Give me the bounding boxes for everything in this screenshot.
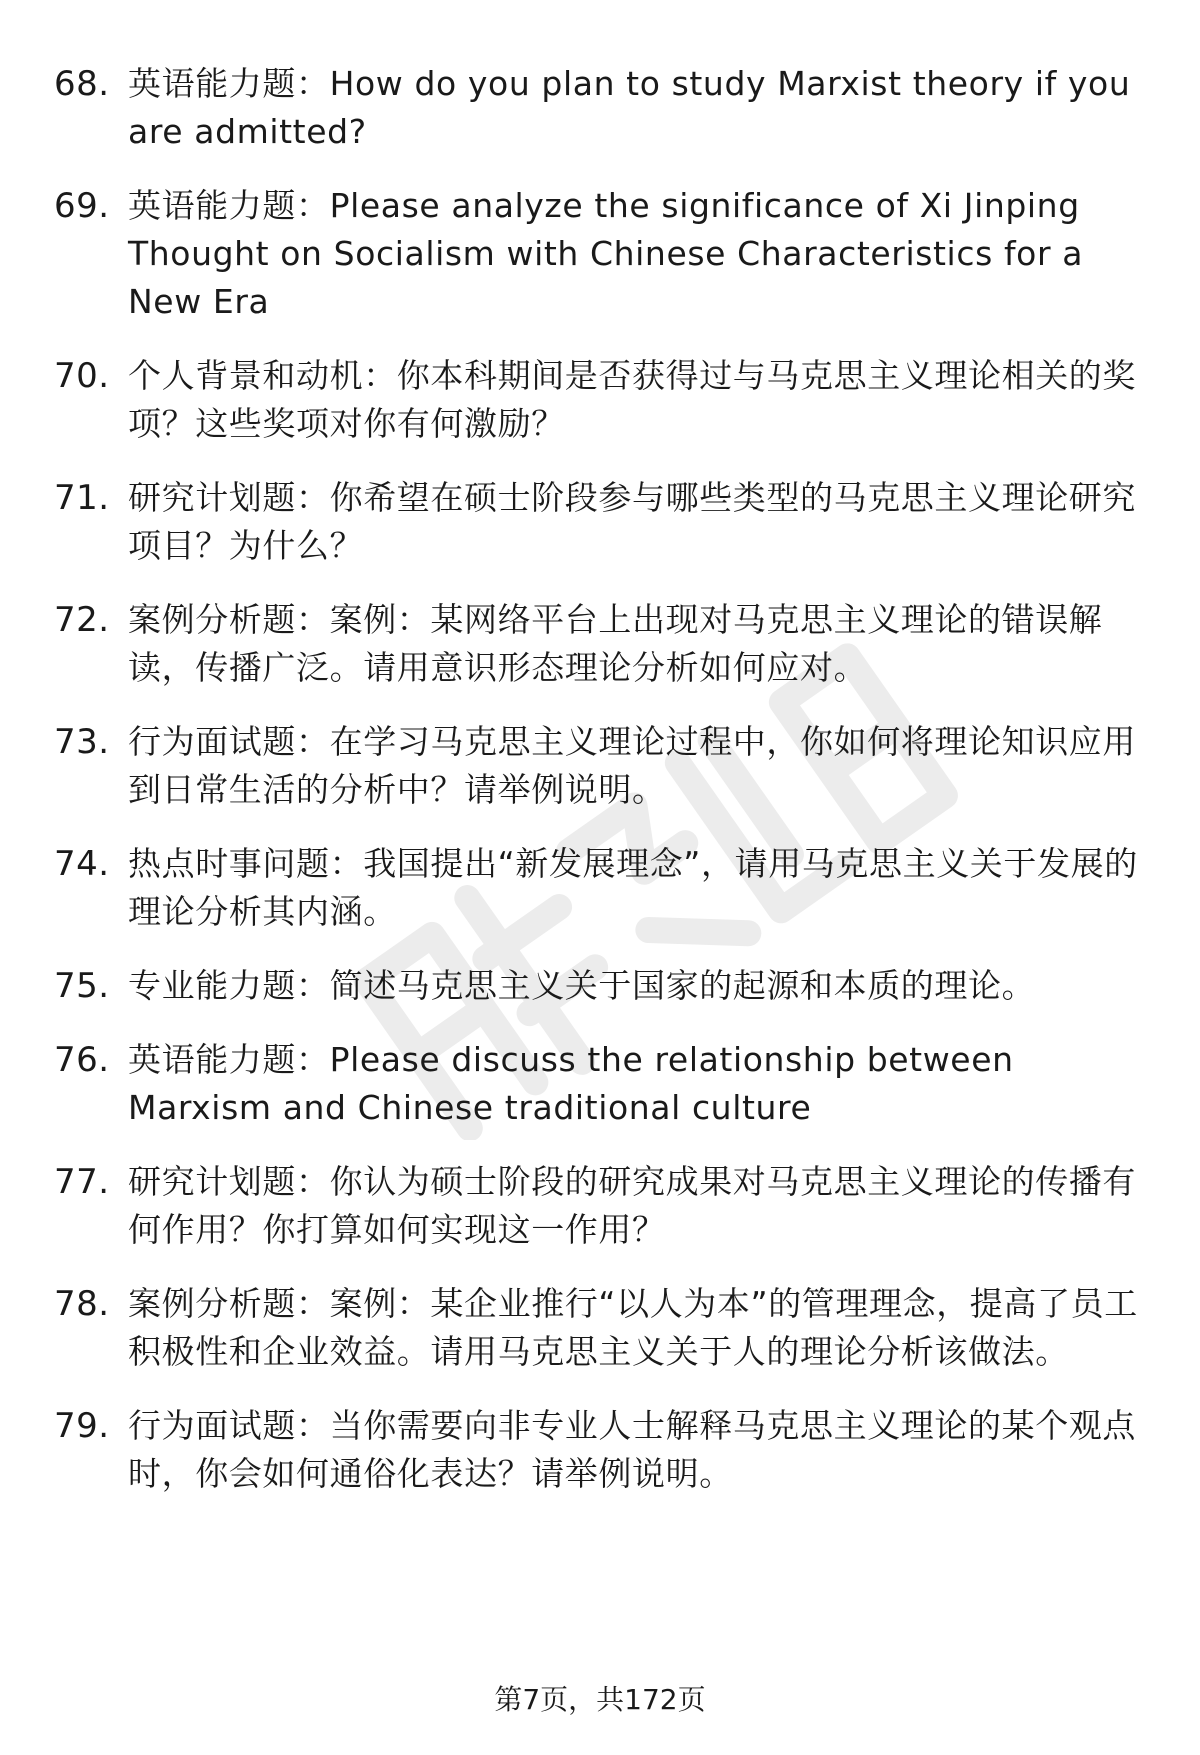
question-text: 研究计划题：你希望在硕士阶段参与哪些类型的马克思主义理论研究项目？为什么？ — [128, 478, 1136, 565]
question-number: 71. — [54, 478, 110, 518]
list-item — [54, 1280, 1154, 1376]
question-number: 74. — [54, 844, 110, 884]
question-text: 案例分析题：案例：某企业推行“以人为本”的管理理念，提高了员工积极性和企业效益。请用马克思主义关于人的理论分析该做法。 — [128, 1284, 1138, 1371]
list-item — [54, 1158, 1154, 1254]
question-number: 72. — [54, 600, 110, 640]
list-item — [54, 474, 1154, 570]
question-text: 研究计划题：你认为硕士阶段的研究成果对马克思主义理论的传播有何作用？你打算如何实现这一作用？ — [128, 1162, 1136, 1249]
question-number: 68. — [54, 64, 110, 104]
list-item — [54, 182, 1154, 326]
list-item — [54, 962, 1154, 1010]
list-item — [54, 60, 1154, 156]
question-text: 英语能力题：Please analyze the significance of Xi Jinping Thought on Socialism with Chinese Characteristics for a New Era — [128, 186, 1084, 321]
question-number: 79. — [54, 1406, 110, 1446]
question-number: 70. — [54, 356, 110, 396]
list-item — [54, 1036, 1154, 1132]
question-text: 行为面试题：当你需要向非专业人士解释马克思主义理论的某个观点时，你会如何通俗化表达？请举例说明。 — [128, 1406, 1136, 1493]
list-item — [54, 596, 1154, 692]
question-text: 英语能力题：How do you plan to study Marxist theory if you are admitted? — [128, 64, 1131, 151]
question-text: 个人背景和动机：你本科期间是否获得过与马克思主义理论相关的奖项？这些奖项对你有何激励？ — [128, 356, 1136, 443]
question-text: 行为面试题：在学习马克思主义理论过程中，你如何将理论知识应用到日常生活的分析中？请举例说明。 — [128, 722, 1136, 809]
list-item — [54, 840, 1154, 936]
question-list — [54, 60, 1154, 1524]
question-number: 77. — [54, 1162, 110, 1202]
question-text: 案例分析题：案例：某网络平台上出现对马克思主义理论的错误解读，传播广泛。请用意识形态理论分析如何应对。 — [128, 600, 1103, 687]
question-number: 78. — [54, 1284, 110, 1324]
question-text: 专业能力题：简述马克思主义关于国家的起源和本质的理论。 — [128, 966, 1036, 1005]
page-footer: 第7页，共172页 — [494, 1683, 706, 1716]
list-item — [54, 718, 1154, 814]
list-item — [54, 1402, 1154, 1498]
question-number: 73. — [54, 722, 110, 762]
question-number: 69. — [54, 186, 110, 226]
question-number: 75. — [54, 966, 110, 1006]
question-number: 76. — [54, 1040, 110, 1080]
list-item — [54, 352, 1154, 448]
question-text: 热点时事问题：我国提出“新发展理念”，请用马克思主义关于发展的理论分析其内涵。 — [128, 844, 1138, 931]
question-text: 英语能力题：Please discuss the relationship between Marxism and Chinese traditional culture — [128, 1040, 1014, 1127]
